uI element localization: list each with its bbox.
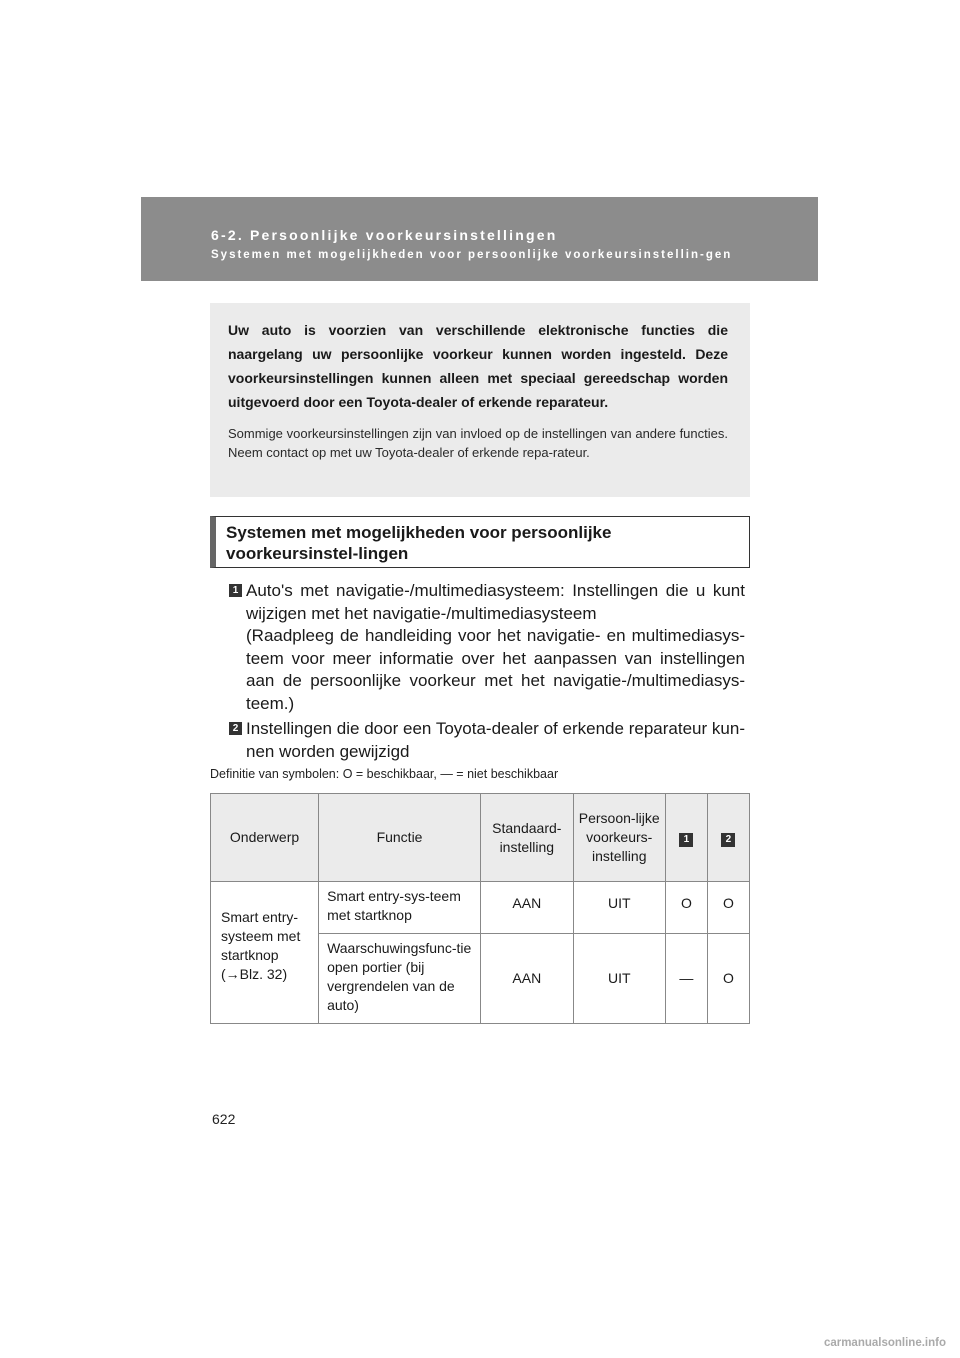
intro-bold-text: Uw auto is voorzien van verschillende elektronische functies die naargelang uw persoonlijke voorkeur kunnen worden ingesteld. Deze voorkeursinstellingen kunnen alleen met speciaal gereedschap worden uitgevoerd door een Toyota-dealer of erkende reparateur. bbox=[228, 322, 728, 410]
function-cell: Smart entry-sys-teem met startknop bbox=[319, 882, 481, 934]
table-header-row bbox=[211, 794, 750, 882]
col1-cell: — bbox=[665, 934, 707, 1024]
header-col2 bbox=[707, 794, 749, 882]
badge-1-icon: 1 bbox=[229, 584, 242, 597]
page-number: 622 bbox=[212, 1111, 236, 1127]
personal-cell: UIT bbox=[573, 934, 665, 1024]
intro-box bbox=[210, 303, 750, 497]
col2-cell: O bbox=[707, 882, 749, 934]
subsection-title-header: Systemen met mogelijkheden voor persoonlijke voorkeursinstellin-gen bbox=[211, 249, 733, 261]
list-item-2-text: Instellingen die door een Toyota-dealer of erkende reparateur kun-nen worden gewijzigd bbox=[246, 719, 745, 761]
table-row bbox=[211, 882, 750, 934]
list-item-1 bbox=[229, 580, 745, 715]
personal-cell: UIT bbox=[573, 882, 665, 934]
list-item-2 bbox=[229, 718, 745, 763]
list-item-1-note: (Raadpleeg de handleiding voor het navigatie- en multimediasys-teem voor meer informatie over het aanpassen van instellingen aan de persoonlijke voorkeur met het navigatie-/multimediasys-teem.) bbox=[246, 626, 745, 713]
default-cell: AAN bbox=[481, 934, 574, 1024]
subject-cell: Smart entry-systeem met startknop (→Blz. 32) bbox=[211, 882, 319, 1024]
symbol-definition: Definitie van symbolen: O = beschikbaar, — = niet beschikbaar bbox=[210, 767, 559, 781]
header-col1 bbox=[665, 794, 707, 882]
default-cell: AAN bbox=[481, 882, 574, 934]
section-title-header: 6-2. Persoonlijke voorkeursinstellingen bbox=[211, 227, 558, 243]
badge-1-icon: 1 bbox=[679, 833, 693, 847]
header-function: Functie bbox=[319, 794, 481, 882]
intro-note-text: Sommige voorkeursinstellingen zijn van invloed op de instellingen van andere functies. Neem contact op met uw Toyota-dealer of erkende repa-rateur. bbox=[228, 426, 728, 460]
function-cell: Waarschuwingsfunc-tie open portier (bij vergrendelen van de auto) bbox=[319, 934, 481, 1024]
settings-table bbox=[210, 793, 750, 1024]
badge-2-icon: 2 bbox=[721, 833, 735, 847]
section-heading: Systemen met mogelijkheden voor persoonlijke voorkeursinstel-lingen bbox=[210, 516, 750, 568]
col2-cell: O bbox=[707, 934, 749, 1024]
header-subject: Onderwerp bbox=[211, 794, 319, 882]
list-item-1-text: Auto's met navigatie-/multimediasysteem: Instellingen die u kunt wijzigen met het navigatie-/multimediasysteem bbox=[246, 581, 745, 623]
watermark[interactable]: carmanualsonline.info bbox=[823, 1337, 946, 1349]
header-default: Standaard-instelling bbox=[481, 794, 574, 882]
col1-cell: O bbox=[665, 882, 707, 934]
header-personal: Persoon-lijke voorkeurs-instelling bbox=[573, 794, 665, 882]
badge-2-icon: 2 bbox=[229, 722, 242, 735]
section-header bbox=[141, 197, 818, 281]
